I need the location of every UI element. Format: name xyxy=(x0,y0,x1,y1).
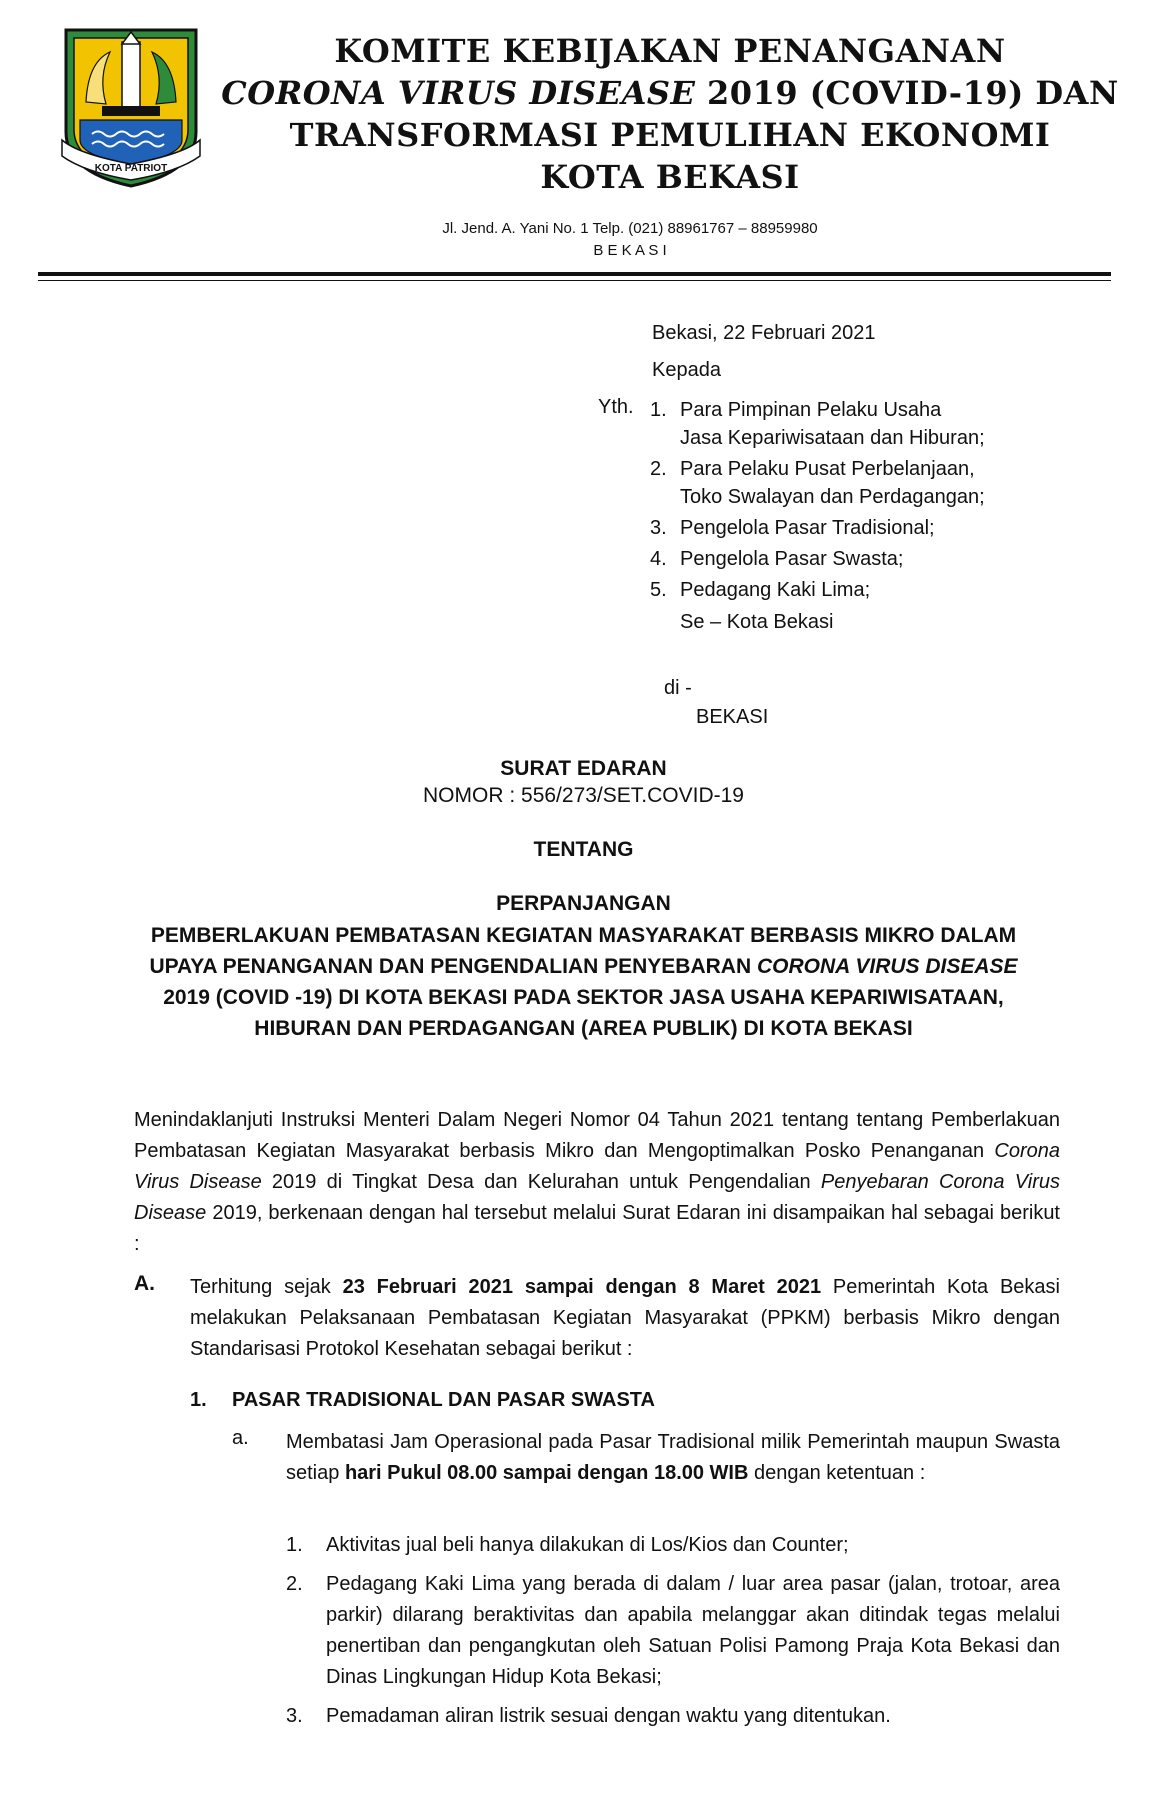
list-item: 3. Pemadaman aliran listrik sesuai dengan waktu yang ditentukan. xyxy=(286,1705,891,1727)
list-item: 2. Pedagang Kaki Lima yang berada di dalam / luar area pasar (jalan, trotoar, area parkir) dilarang beraktivitas dan apabila melanggar akan ditindak tegas melalui penertiban dan pengangkutan oleh Satuan Polisi Pamong Praja Kota Bekasi dan Dinas Lingkungan Hidup Kota Bekasi; xyxy=(286,1573,1060,1688)
logo-label: KOTA PATRIOT xyxy=(94,163,168,174)
recipient-item: 3. Pengelola Pasar Tradisional; xyxy=(650,517,935,539)
document-type: SURAT EDARAN xyxy=(500,757,667,780)
place-date: Bekasi, 22 Februari 2021 xyxy=(652,322,876,344)
intro-paragraph: Menindaklanjuti Instruksi Menteri Dalam Negeri Nomor 04 Tahun 2021 tentang tentang Pemberlakuan Pembatasan Kegiatan Masyarakat berbasis Mikro dan Mengoptimalkan Posko Penanganan Corona Virus Disease 2019 di Tingkat Desa dan Kelurahan untuk Pengendalian Penyebaran Corona Virus Disease 2019, berkenaan dengan hal tersebut melalui Surat Edaran ini disampaikan hal sebagai berikut : xyxy=(134,1109,1060,1255)
recipient-list xyxy=(650,396,1090,607)
recipient-item: 5. Pedagang Kaki Lima; xyxy=(650,579,871,601)
letterhead-title-line4: KOTA BEKASI xyxy=(540,158,800,196)
letterhead-rule-thin xyxy=(38,280,1111,281)
letterhead-city: B E K A S I xyxy=(593,242,667,259)
tentang-label: TENTANG xyxy=(533,838,634,861)
section-a-paragraph: Terhitung sejak 23 Februari 2021 sampai dengan 8 Maret 2021 Pemerintah Kota Bekasi melakukan Pelaksanaan Pembatasan Kegiatan Masyarakat (PPKM) berbasis Mikro dengan Standarisasi Protokol Kesehatan sebagai berikut : xyxy=(190,1276,1060,1360)
recipient-item: 4. Pengelola Pasar Swasta; xyxy=(650,548,904,570)
recipient-scope: Se – Kota Bekasi xyxy=(680,611,834,633)
list-item: 1. Aktivitas jual beli hanya dilakukan di Los/Kios dan Counter; xyxy=(286,1534,849,1556)
letterhead-title-line1: KOMITE KEBIJAKAN PENANGANAN xyxy=(334,32,1006,70)
yth-label: Yth. xyxy=(598,396,634,418)
subsection-number: 1. xyxy=(190,1389,207,1411)
letterhead-address-block xyxy=(300,218,960,262)
letterhead-address: Jl. Jend. A. Yani No. 1 Telp. (021) 88961767 – 88959980 xyxy=(442,220,818,237)
document-number: NOMOR : 556/273/SET.COVID-19 xyxy=(423,784,744,807)
di-city: BEKASI xyxy=(696,706,769,728)
subsection-title: PASAR TRADISIONAL DAN PASAR SWASTA xyxy=(232,1389,655,1411)
letterhead-rule-thick xyxy=(38,272,1111,276)
provision-list xyxy=(286,1530,1060,1740)
point-a-marker: a. xyxy=(232,1427,249,1449)
letterhead-title-line2: CORONA VIRUS DISEASE 2019 (COVID-19) DAN xyxy=(221,74,1119,112)
recipient-item: 2. Para Pelaku Pusat Perbelanjaan, Toko Swalayan dan Perdagangan; xyxy=(650,458,985,508)
letterhead-title-line3: TRANSFORMASI PEMULIHAN EKONOMI xyxy=(289,116,1051,154)
kota-bekasi-emblem-icon xyxy=(58,22,204,188)
recipient-item: 1. Para Pimpinan Pelaku Usaha Jasa Kepariwisataan dan Hiburan; xyxy=(650,399,985,449)
point-a-paragraph: Membatasi Jam Operasional pada Pasar Tradisional milik Pemerintah maupun Swasta setiap hari Pukul 08.00 sampai dengan 18.00 WIB dengan ketentuan : xyxy=(286,1431,1060,1484)
section-a-marker: A. xyxy=(134,1272,155,1295)
letterhead-title xyxy=(210,30,1130,198)
document-subject: PEMBERLAKUAN PEMBATASAN KEGIATAN MASYARAKAT BERBASIS MIKRO DALAM UPAYA PENANGANAN DAN PENGENDALIAN PENYEBARAN CORONA VIRUS DISEASE 2019 (COVID -19) DI KOTA BEKASI PADA SEKTOR JASA USAHA KEPARIWISATAAN, HIBURAN DAN PERDAGANGAN (AREA PUBLIK) DI KOTA BEKASI xyxy=(149,924,1018,1040)
di-label: di - xyxy=(664,677,692,699)
kepada-label: Kepada xyxy=(652,359,721,381)
perpanjangan-label: PERPANJANGAN xyxy=(496,892,671,915)
